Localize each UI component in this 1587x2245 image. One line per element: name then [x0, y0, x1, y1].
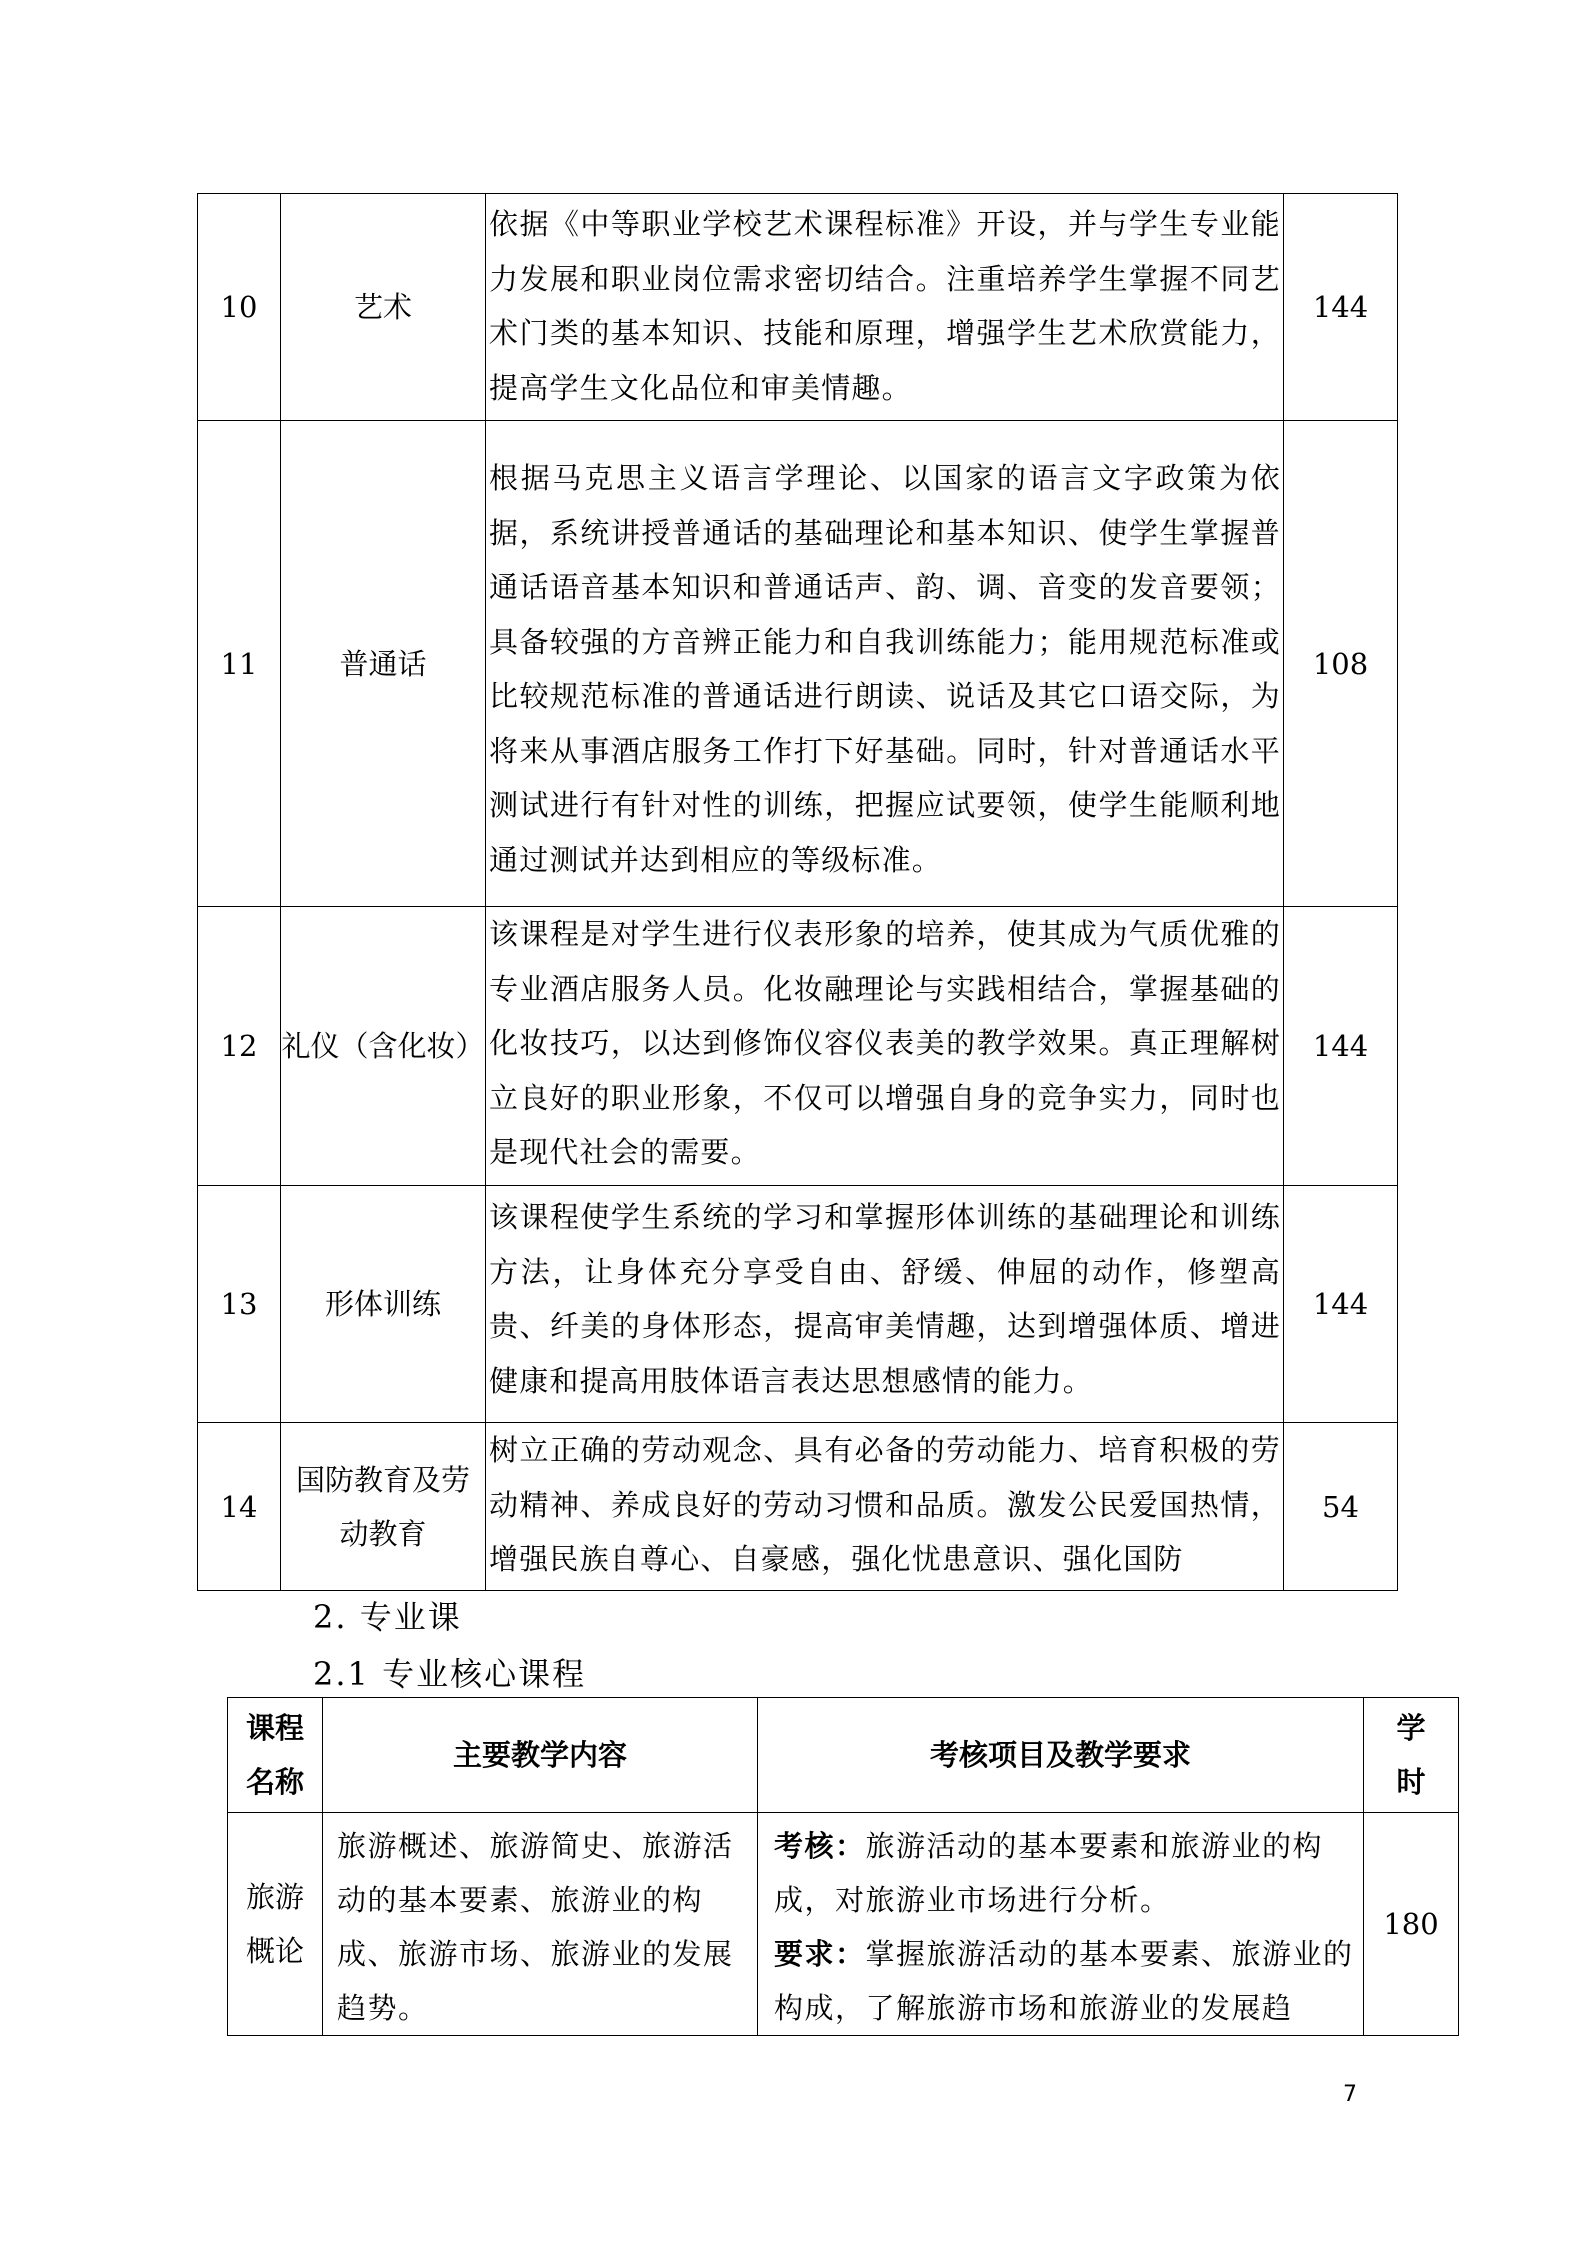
header-requirements: 考核项目及教学要求 [758, 1698, 1364, 1813]
general-courses-table [197, 193, 1398, 1591]
table-row [198, 1423, 1398, 1591]
require-label: 要求： [774, 1937, 866, 1971]
course-description: 依据《中等职业学校艺术课程标准》开设，并与学生专业能力发展和职业岗位需求密切结合。注重培养学生掌握不同艺术门类的基本知识、技能和原理，增强学生艺术欣赏能力，提高学生文化品位和审美情趣。 [486, 194, 1284, 421]
course-hours: 144 [1284, 907, 1398, 1186]
section-number: 2. [313, 1598, 348, 1636]
section-title: 专业核心课程 [382, 1655, 587, 1693]
course-name: 礼仪（含化妆） [281, 907, 486, 1186]
course-description: 根据马克思主义语言学理论、以国家的语言文字政策为依据，系统讲授普通话的基础理论和基本知识、使学生掌握普通话语音基本知识和普通话声、韵、调、音变的发音要领；具备较强的方音辨正能力和自我训练能力；能用规范标准或比较规范标准的普通话进行朗读、说话及其它口语交际，为将来从事酒店服务工作打下好基础。同时，针对普通话水平测试进行有针对性的训练，把握应试要领，使学生能顺利地通过测试并达到相应的等级标准。 [486, 421, 1284, 907]
course-hours: 144 [1284, 194, 1398, 421]
course-requirements [758, 1813, 1364, 2036]
course-hours: 144 [1284, 1186, 1398, 1423]
course-description: 该课程是对学生进行仪表形象的培养，使其成为气质优雅的专业酒店服务人员。化妆融理论与实践相结合，掌握基础的化妆技巧，以达到修饰仪容仪表美的教学效果。真正理解树立良好的职业形象，不仅可以增强自身的竞争实力，同时也是现代社会的需要。 [486, 907, 1284, 1186]
course-number: 13 [198, 1186, 281, 1423]
table-row [198, 907, 1398, 1186]
header-hours: 学时 [1364, 1698, 1459, 1813]
course-hours: 54 [1284, 1423, 1398, 1591]
header-content: 主要教学内容 [323, 1698, 758, 1813]
header-course-name: 课程名称 [228, 1698, 323, 1813]
section-heading-core [313, 1649, 586, 1695]
section-title: 专业课 [359, 1598, 462, 1636]
course-description: 该课程使学生系统的学习和掌握形体训练的基础理论和训练方法，让身体充分享受自由、舒缓、伸屈的动作，修塑高贵、纤美的身体形态，提高审美情趣，达到增强体质、增进健康和提高用肢体语言表达思想感情的能力。 [486, 1186, 1284, 1423]
table-row [198, 194, 1398, 421]
assess-label: 考核： [774, 1829, 866, 1863]
course-hours: 108 [1284, 421, 1398, 907]
course-content: 旅游概述、旅游简史、旅游活动的基本要素、旅游业的构成、旅游市场、旅游业的发展趋势。 [323, 1813, 758, 2036]
section-number: 2.1 [313, 1655, 370, 1693]
course-name: 普通话 [281, 421, 486, 907]
course-number: 10 [198, 194, 281, 421]
course-hours: 180 [1364, 1813, 1459, 2036]
course-description: 树立正确的劳动观念、具有必备的劳动能力、培育积极的劳动精神、养成良好的劳动习惯和品质。激发公民爱国热情，增强民族自尊心、自豪感，强化忧患意识、强化国防 [486, 1423, 1284, 1591]
require-text: 掌握旅游活动的基本要素、旅游业的构成，了解旅游市场和旅游业的发展趋 [774, 1937, 1354, 2025]
course-name: 旅游概论 [228, 1813, 323, 2036]
core-courses-table [227, 1697, 1459, 2036]
table-row [198, 1186, 1398, 1423]
course-number: 11 [198, 421, 281, 907]
table-header-row [228, 1698, 1459, 1813]
course-number: 14 [198, 1423, 281, 1591]
course-name: 国防教育及劳动教育 [281, 1423, 486, 1591]
table-row [198, 421, 1398, 907]
course-name: 艺术 [281, 194, 486, 421]
course-name: 形体训练 [281, 1186, 486, 1423]
section-heading-professional [313, 1592, 462, 1638]
course-number: 12 [198, 907, 281, 1186]
assess-text: 旅游活动的基本要素和旅游业的构成，对旅游业市场进行分析。 [774, 1829, 1324, 1917]
table-row [228, 1813, 1459, 2036]
page-number: 7 [1343, 2082, 1357, 2107]
